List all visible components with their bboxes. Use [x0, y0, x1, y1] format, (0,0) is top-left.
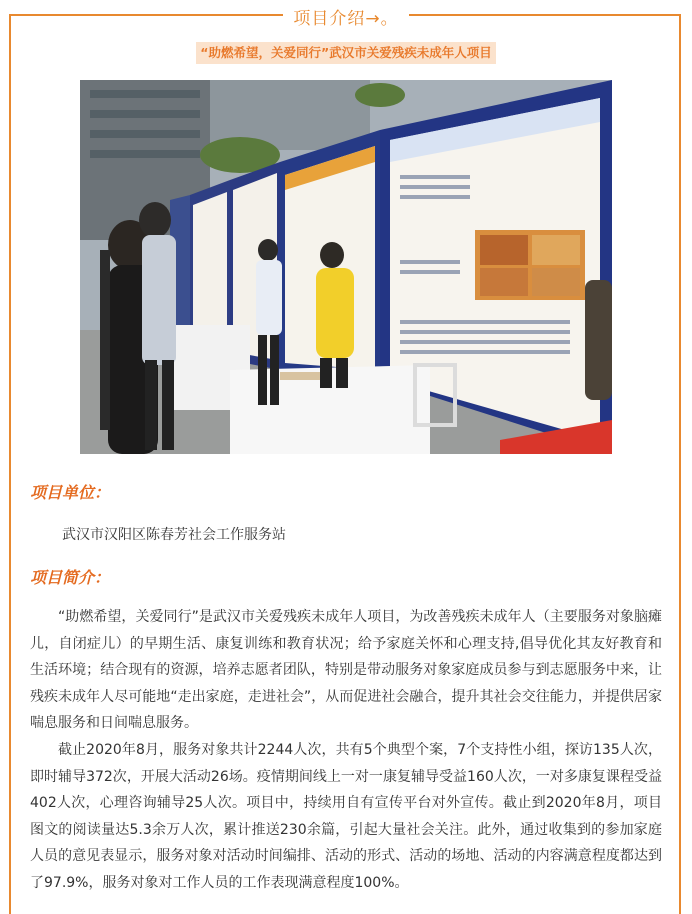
subtitle-banner: [0, 42, 692, 64]
unit-heading: 项目单位：: [30, 483, 111, 502]
intro-paragraph-2: 截止2020年8月，服务对象共计2244人次，共有5个典型个案，7个支持性小组，探访135人次，即时辅导372次，开展大活动26场。疫情期间线上一对一康复辅导受益160人次，一对多康复课程受益402人次，心理咨询辅导25人次。项目中，持续用自有宣传平台对外宣传。截止到2020年8月，项目图文的阅读量达5.3余万人次，累计推送230余篇，引起大量社会关注。此外，通过收集到的参加家庭人员的意见表显示，服务对象对活动时间编排、活动的形式、活动的场地、活动的内容满意程度都达到了97.9%，服务对象对工作人员的工作表现满意程度100%。: [30, 742, 662, 891]
section-header-text: 项目介绍→。: [283, 9, 408, 29]
section-header: [0, 4, 692, 29]
exhibition-photo: [80, 80, 612, 454]
subtitle-text: “助燃希望，关爱同行”武汉市关爱残疾未成年人项目: [196, 42, 495, 64]
unit-name: 武汉市汉阳区陈春芳社会工作服务站: [62, 527, 286, 543]
intro-paragraph-1: “助燃希望，关爱同行”是武汉市关爱残疾未成年人项目，为改善残疾未成年人（主要服务对象脑瘫儿，自闭症儿）的早期生活、康复训练和教育状况；给予家庭关怀和心理支持,倡导优化其友好教育和生活环境；结合现有的资源，培养志愿者团队，特别是带动服务对象家庭成员参与到志愿服务中来，让残疾未成年人尽可能地“走出家庭，走进社会”，从而促进社会融合，提升其社会交往能力，并提供居家喘息服务和日间喘息服务。: [30, 609, 662, 731]
intro-heading: 项目简介：: [30, 568, 111, 587]
